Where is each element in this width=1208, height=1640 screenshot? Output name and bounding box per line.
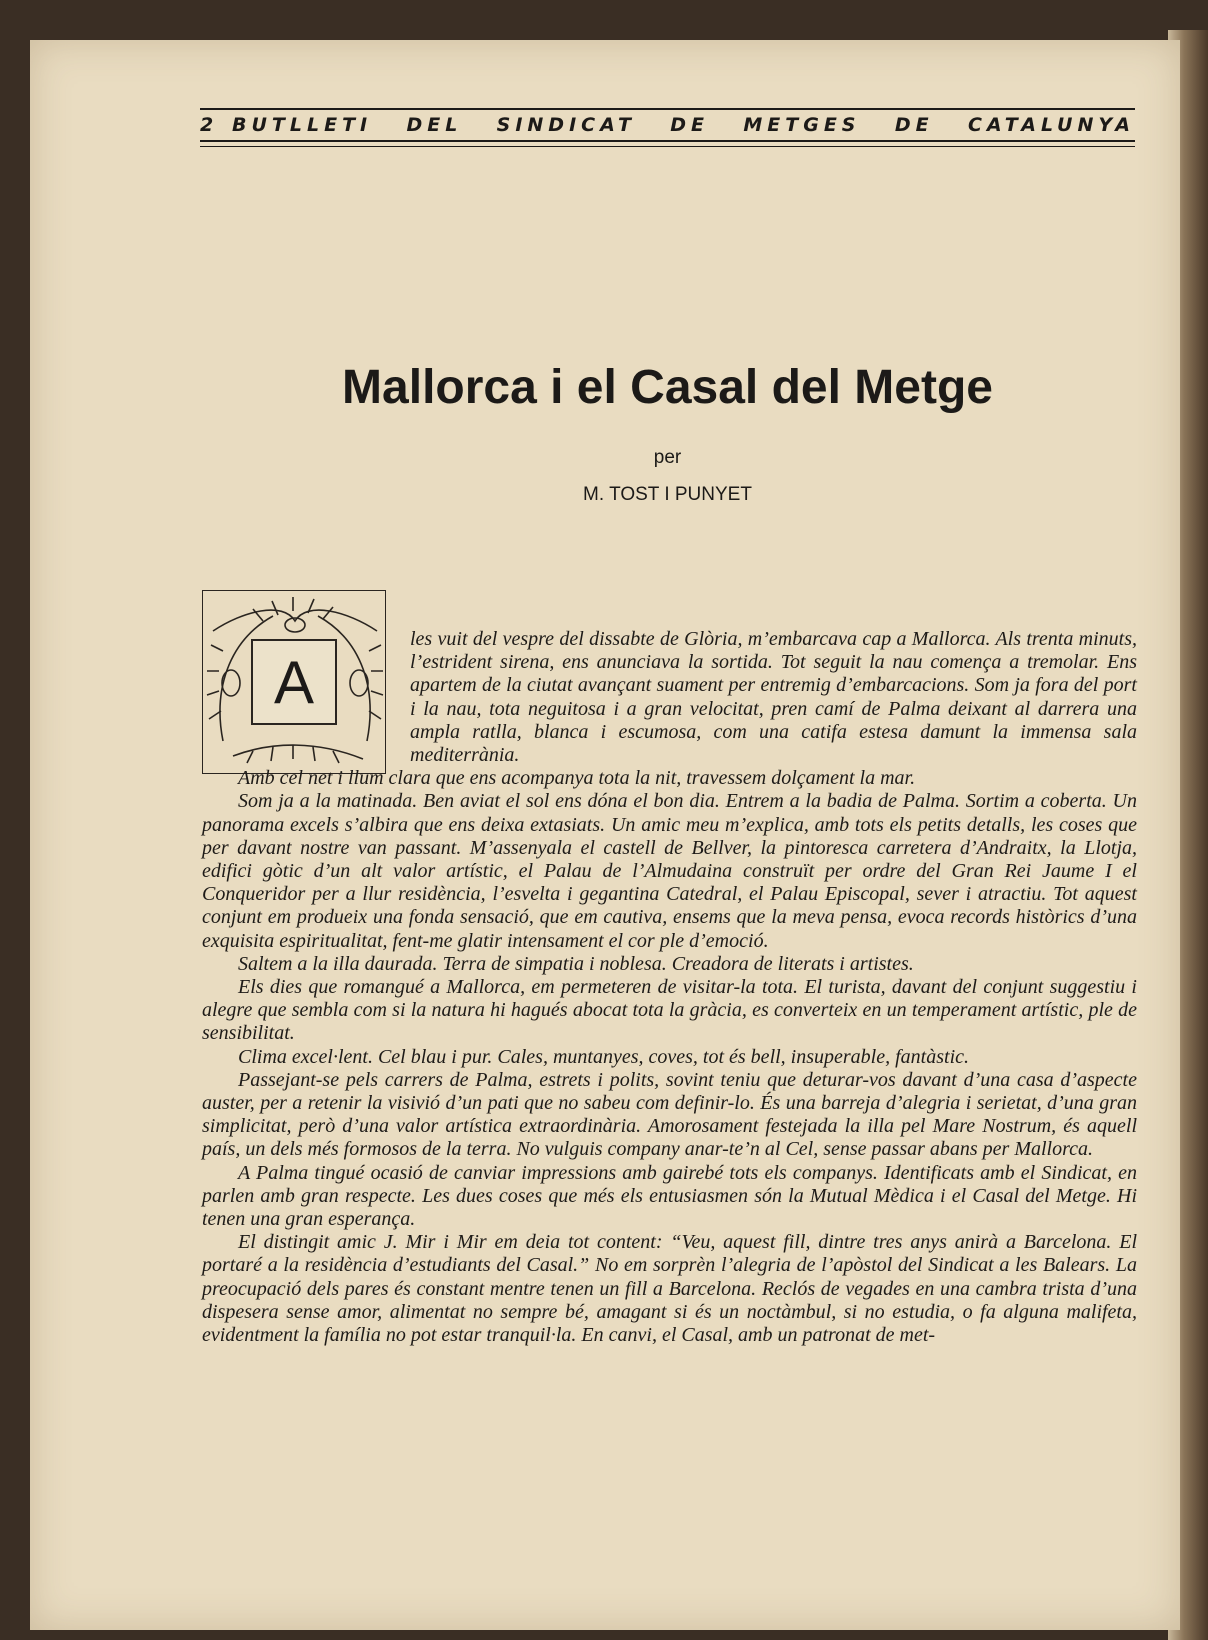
header-rule-double xyxy=(200,146,1135,147)
byline-prefix: per xyxy=(653,447,682,468)
paragraph: Amb cel net i llum clara que ens acompanya tota la nit, travessem dolçament la mar. xyxy=(238,767,916,790)
paragraph: Som ja a la matinada. Ben aviat el sol ens dóna el bon dia. Entrem a la badia de Palma. Sortim a coberta. Un panorama excels s’albira que ens deixa extasiats. Un amic meu m’explica, amb tots els petits detalls, les coses que per davant nostre van passant. M’assenyala el castell de Bellver, la pintoresca carretera d’Andraitx, la Llotja, edifici gòtic d’un alt valor artístic, el Palau de l’Almudaina construït per ordre del Gran Rei Jaume I el Conqueridor per a llur residència, l’esvelta i gegantina Catedral, el Palau Episcopal, sever i atractiu. Tot aquest conjunt em produeix una fonda sensació, que em cautiva, ensems que la meva pensa, evoca records històrics d’una exquisita espiritualitat, fent-me glatir intensament el cor ple d’emoció. xyxy=(202,790,1137,952)
paragraph: les vuit del vespre del dissabte de Glòria, m’embarcava cap a Mallorca. Als trenta minuts, l’estrident sirena, ens anunciava la sortida. Tot seguit la nau comença a tremolar. Ens apartem de la ciutat avançant suament per entremig d’embarcacions. Som ja fora del port i la nau, tota neguitosa i a gran velocitat, pren camí de Palma deixant al darrera una ampla ratlla, blanca i escumosa, com una catifa estesa damunt la immensa sala mediterrània. xyxy=(410,628,1137,767)
paragraph: Saltem a la illa daurada. Terra de simpatia i noblesa. Creadora de literats i artistes. xyxy=(238,952,914,975)
paragraph: Passejant-se pels carrers de Palma, estrets i polits, sovint teniu que deturar-vos davant d’una casa d’aspecte auster, per a retenir la visivió d’un pati que no sabeu com definir-lo. És una barreja d’alegria i serietat, d’una gran simplicitat, però d’una valor artística extraordinària. Amorosament festejada la illa pel Mare Nostrum, és aquell país, un dels més formosos de la terra. No vulguis company anar-te’n al Cel, sense passar abans per Mallorca. xyxy=(202,1068,1137,1161)
paragraph: Clima excel·lent. Cel blau i pur. Cales, muntanyes, coves, tot és bell, insuperable, fantàstic. xyxy=(238,1045,969,1068)
running-header xyxy=(200,108,1135,147)
first-paragraph xyxy=(202,628,1137,767)
article-title: Mallorca i el Casal del Metge xyxy=(342,361,993,414)
page-number: 2 xyxy=(200,114,214,136)
body-paragraphs xyxy=(202,767,1137,1347)
article-author: M. TOST I PUNYET xyxy=(583,484,752,505)
drop-cap-letter: A xyxy=(251,639,337,725)
paragraph: El distingit amic J. Mir i Mir em deia tot content: “Veu, aquest fill, dintre tres anys anirà a Barcelona. El portaré a la residència d’estudiants del Casal.” No em sorprèn l’alegria de l’apòstol del Sindicat a les Balears. La preocupació dels pares és constant mentre tenen un fill a Barcelona. Reclós de vegades en una cambra trista d’una dispesera sense amor, alimentat no sempre bé, amagant si és un noctàmbul, si no estudia, o fa alguna malifeta, evidentment la família no pot estar tranquil·la. En canvi, el Casal, amb un patronat de met- xyxy=(202,1231,1137,1347)
header-row xyxy=(200,110,1135,140)
article-body xyxy=(202,628,1137,1347)
journal-title: BUTLLETI DEL SINDICAT DE METGES DE CATALUNYA xyxy=(232,114,1135,136)
paragraph: Els dies que romangué a Mallorca, em permeteren de visitar-la tota. El turista, davant del conjunt suggestiu i alegre que sembla com si la natura hi hagués abocat tota la gràcia, es converteix en un temperament artístic, ple de sensibilitat. xyxy=(202,976,1137,1045)
paragraph: A Palma tingué ocasió de canviar impressions amb gairebé tots els companys. Identificats amb el Sindicat, en parlen amb gran respecte. Les dues coses que més els entusiasmen són la Mutual Mèdica i el Casal del Metge. Hi tenen una gran esperança. xyxy=(202,1161,1137,1231)
